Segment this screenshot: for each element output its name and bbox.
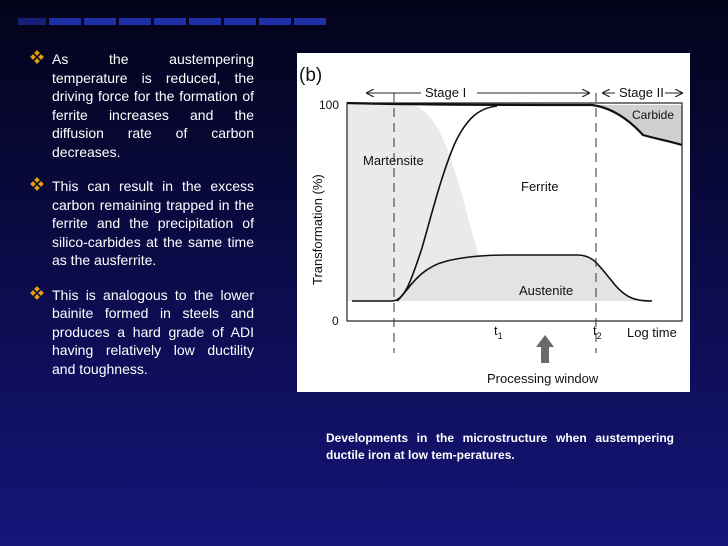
y-axis-label: Transformation (%) — [310, 174, 325, 285]
title-accent-bars — [18, 18, 326, 25]
diamond-bullet-icon — [30, 177, 44, 191]
bullet-text: As the austempering temperature is reduced, the driving force for the formation of ferrite increases and the diffusion rate of carbon decreases. — [52, 51, 254, 160]
processing-window-arrow — [536, 335, 554, 363]
y-bottom-tick: 0 — [332, 314, 339, 328]
t1-label: $t_1$ — [494, 323, 503, 341]
bullet-list — [52, 50, 254, 394]
bullet-item — [52, 50, 254, 161]
diamond-bullet-icon — [30, 286, 44, 300]
t2-label: $t_2$ — [593, 323, 602, 341]
stage2-label: Stage II — [619, 85, 664, 100]
bullet-text: This can result in the excess carbon remaining trapped in the ferrite and the precipitation of silico-carbides at the same time as the ausferrite. — [52, 178, 254, 268]
figure-caption: Developments in the microstructure when austempering ductile iron at low tem-peratures. — [326, 431, 674, 462]
panel-label: (b) — [299, 65, 323, 86]
x-axis-label: Log time — [627, 325, 677, 340]
martensite-label: Martensite — [363, 153, 424, 168]
stage1-label: Stage I — [425, 85, 467, 100]
bullet-text: This is analogous to the lower bainite formed in steels and produces a hard grade of ADI having relatively low ductility and toughness. — [52, 286, 254, 377]
transformation-diagram — [297, 53, 690, 392]
y-top-tick: 100 — [319, 98, 340, 112]
processing-window-label: Processing window — [487, 371, 599, 386]
carbide-label: Carbide — [632, 108, 675, 122]
bullet-item — [52, 177, 254, 270]
ferrite-label: Ferrite — [521, 179, 559, 194]
bullet-item — [52, 286, 254, 379]
austenite-label: Austenite — [519, 283, 574, 298]
diamond-bullet-icon — [30, 50, 44, 64]
